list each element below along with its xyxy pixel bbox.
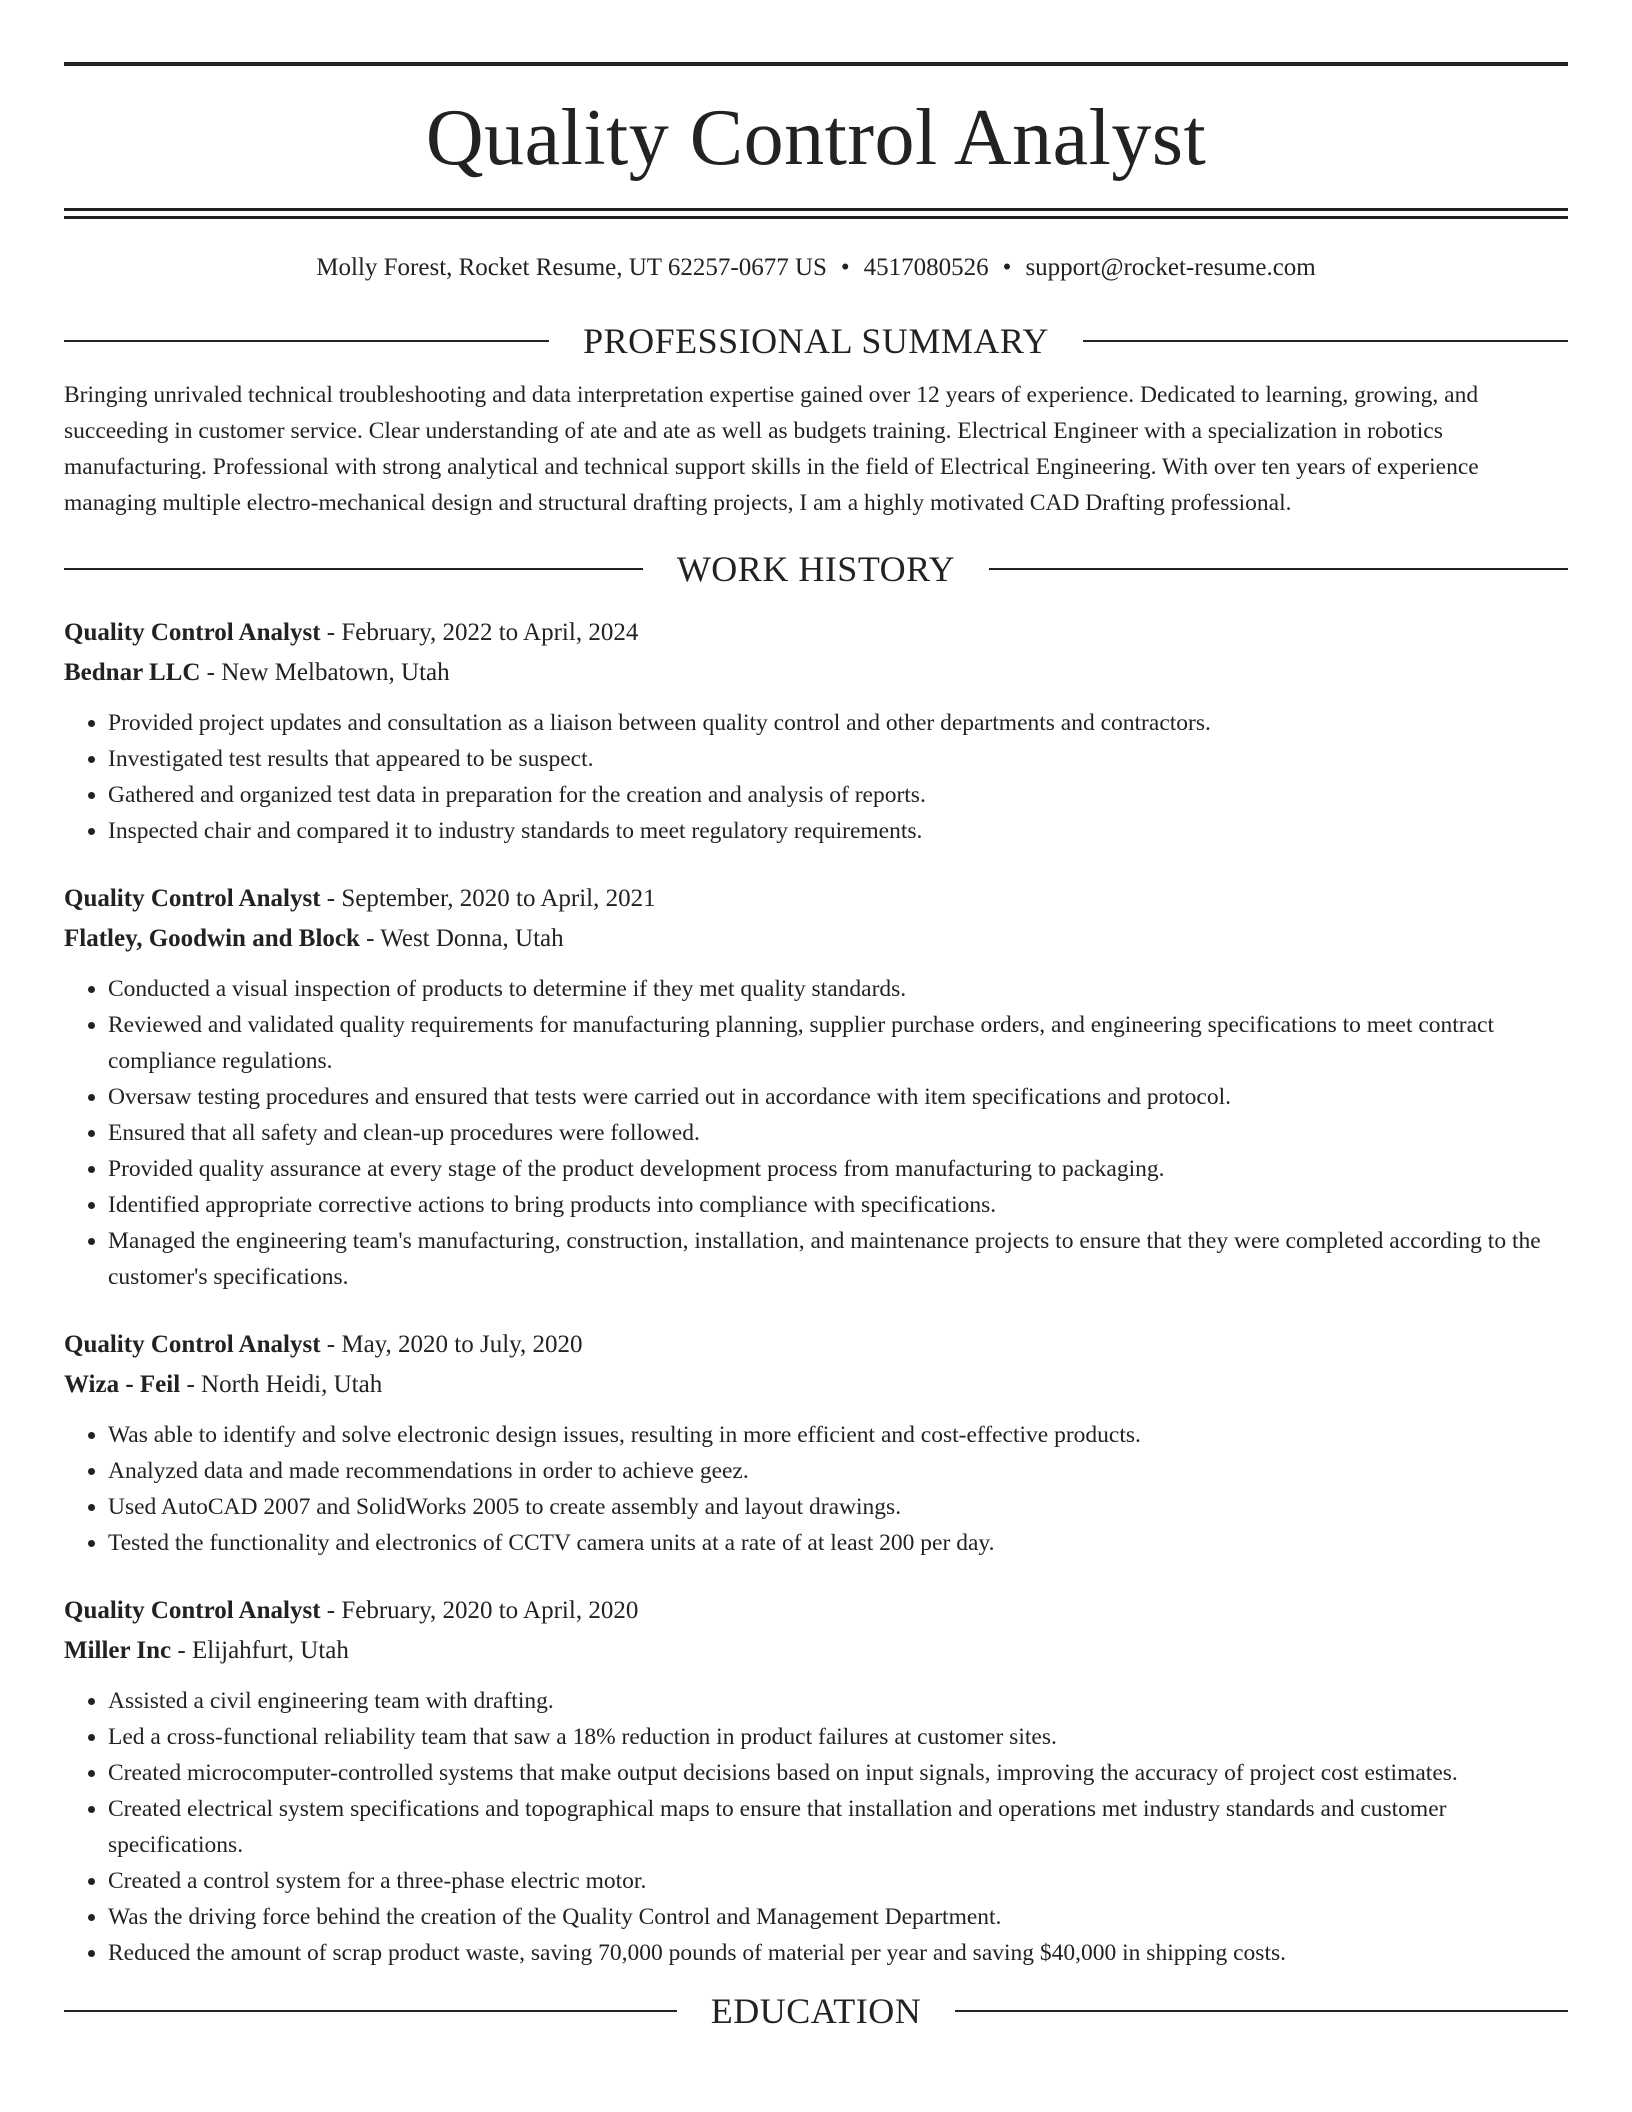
job-company-line xyxy=(64,1631,1568,1671)
divider xyxy=(989,568,1568,570)
summary-section-header xyxy=(64,323,1568,359)
job-location: - West Donna, Utah xyxy=(359,925,564,952)
list-item: • Was able to identify and solve electronic design issues, resulting in more efficient and cost-effective products. xyxy=(108,1417,1568,1453)
job-entry xyxy=(64,613,1568,849)
page-title: Quality Control Analyst xyxy=(425,94,1207,182)
contact-address: Molly Forest, Rocket Resume, UT 62257-0677 US xyxy=(316,254,827,281)
job-company: Bednar LLC xyxy=(64,659,201,686)
contact-separator: • xyxy=(840,254,850,281)
list-item: • Created electrical system specifications and topographical maps to ensure that installation and operations met industry standards and customer specifications. xyxy=(108,1791,1568,1863)
job-title-line xyxy=(64,879,1568,919)
job-entry xyxy=(64,1591,1568,1971)
job-role: Quality Control Analyst xyxy=(64,1597,321,1624)
summary-text: Bringing unrivaled technical troubleshooting and data interpretation expertise gained over 12 years of experience. Dedicated to learning, growing, and succeeding in customer service. Clear understanding of ate and ate as well as budgets training. Electrical Engineer with a specialization in robotics manufacturing. Professional with strong analytical and technical support skills in the field of Electrical Engineering. With over ten years of experience managing multiple electro-mechanical design and structural drafting projects, I am a highly motivated CAD Drafting professional. xyxy=(64,382,1479,516)
list-item: • Inspected chair and compared it to industry standards to meet regulatory requirements. xyxy=(108,813,1568,849)
contact-separator: • xyxy=(1002,254,1012,281)
list-item: • Provided quality assurance at every stage of the product development process from manufacturing to packaging. xyxy=(108,1151,1568,1187)
job-dates: - February, 2022 to April, 2024 xyxy=(320,619,639,646)
list-item: • Created microcomputer-controlled systems that make output decisions based on input signals, improving the accuracy of project cost estimates. xyxy=(108,1755,1568,1791)
job-location: - New Melbatown, Utah xyxy=(200,659,450,686)
list-item: • Reviewed and validated quality requirements for manufacturing planning, supplier purchase orders, and engineering specifications to meet contract compliance regulations. xyxy=(108,1007,1568,1079)
job-company-line xyxy=(64,919,1568,959)
list-item: • Used AutoCAD 2007 and SolidWorks 2005 to create assembly and layout drawings. xyxy=(108,1489,1568,1525)
job-location: - Elijahfurt, Utah xyxy=(171,1637,349,1664)
list-item: • Tested the functionality and electronics of CCTV camera units at a rate of at least 200 per day. xyxy=(108,1525,1568,1561)
job-title-line xyxy=(64,1325,1568,1365)
contact-email: support@rocket-resume.com xyxy=(1025,254,1316,281)
job-company: Miller Inc xyxy=(64,1637,172,1664)
job-company-line xyxy=(64,1365,1568,1405)
list-item: • Provided project updates and consultation as a liaison between quality control and other departments and contractors. xyxy=(108,705,1568,741)
job-title-line xyxy=(64,613,1568,653)
job-dates: - February, 2020 to April, 2020 xyxy=(320,1597,639,1624)
job-company-line xyxy=(64,653,1568,693)
section-title: WORK HISTORY xyxy=(676,549,956,589)
divider xyxy=(64,340,549,342)
list-item: • Ensured that all safety and clean-up procedures were followed. xyxy=(108,1115,1568,1151)
title-double-rule xyxy=(64,208,1568,219)
divider xyxy=(64,568,643,570)
list-item: • Investigated test results that appeared to be suspect. xyxy=(108,741,1568,777)
list-item: • Conducted a visual inspection of products to determine if they met quality standards. xyxy=(108,971,1568,1007)
job-company: Flatley, Goodwin and Block xyxy=(64,925,360,952)
job-role: Quality Control Analyst xyxy=(64,1331,321,1358)
job-bullets xyxy=(64,1683,1568,1971)
job-location: - North Heidi, Utah xyxy=(180,1371,383,1398)
work-history-list xyxy=(64,613,1568,1971)
job-dates: - September, 2020 to April, 2021 xyxy=(320,885,656,912)
divider xyxy=(1083,340,1568,342)
list-item: • Created a control system for a three-phase electric motor. xyxy=(108,1863,1568,1899)
list-item: • Managed the engineering team's manufacturing, construction, installation, and maintenance projects to ensure that they were completed according to the customer's specifications. xyxy=(108,1223,1568,1295)
job-role: Quality Control Analyst xyxy=(64,885,321,912)
list-item: • Oversaw testing procedures and ensured that tests were carried out in accordance with item specifications and protocol. xyxy=(108,1079,1568,1115)
job-role: Quality Control Analyst xyxy=(64,619,321,646)
top-rule xyxy=(64,62,1568,66)
divider xyxy=(64,2010,677,2012)
contact-line xyxy=(64,253,1568,283)
list-item: • Analyzed data and made recommendations in order to achieve geez. xyxy=(108,1453,1568,1489)
list-item: • Assisted a civil engineering team with drafting. xyxy=(108,1683,1568,1719)
list-item: • Reduced the amount of scrap product waste, saving 70,000 pounds of material per year and saving $40,000 in shipping costs. xyxy=(108,1935,1568,1971)
section-title: EDUCATION xyxy=(710,1991,922,2031)
list-item: • Gathered and organized test data in preparation for the creation and analysis of reports. xyxy=(108,777,1568,813)
contact-phone: 4517080526 xyxy=(863,254,989,281)
job-entry xyxy=(64,1325,1568,1561)
job-company: Wiza - Feil xyxy=(64,1371,181,1398)
job-entry xyxy=(64,879,1568,1295)
list-item: • Was the driving force behind the creation of the Quality Control and Management Department. xyxy=(108,1899,1568,1935)
work-section-header xyxy=(64,551,1568,587)
job-title-line xyxy=(64,1591,1568,1631)
education-section-header xyxy=(64,1993,1568,2029)
job-bullets xyxy=(64,971,1568,1295)
section-title: PROFESSIONAL SUMMARY xyxy=(583,321,1049,361)
divider xyxy=(955,2010,1568,2012)
job-bullets xyxy=(64,705,1568,849)
job-dates: - May, 2020 to July, 2020 xyxy=(320,1331,583,1358)
list-item: • Led a cross-functional reliability team that saw a 18% reduction in product failures at customer sites. xyxy=(108,1719,1568,1755)
list-item: • Identified appropriate corrective actions to bring products into compliance with specifications. xyxy=(108,1187,1568,1223)
job-bullets xyxy=(64,1417,1568,1561)
